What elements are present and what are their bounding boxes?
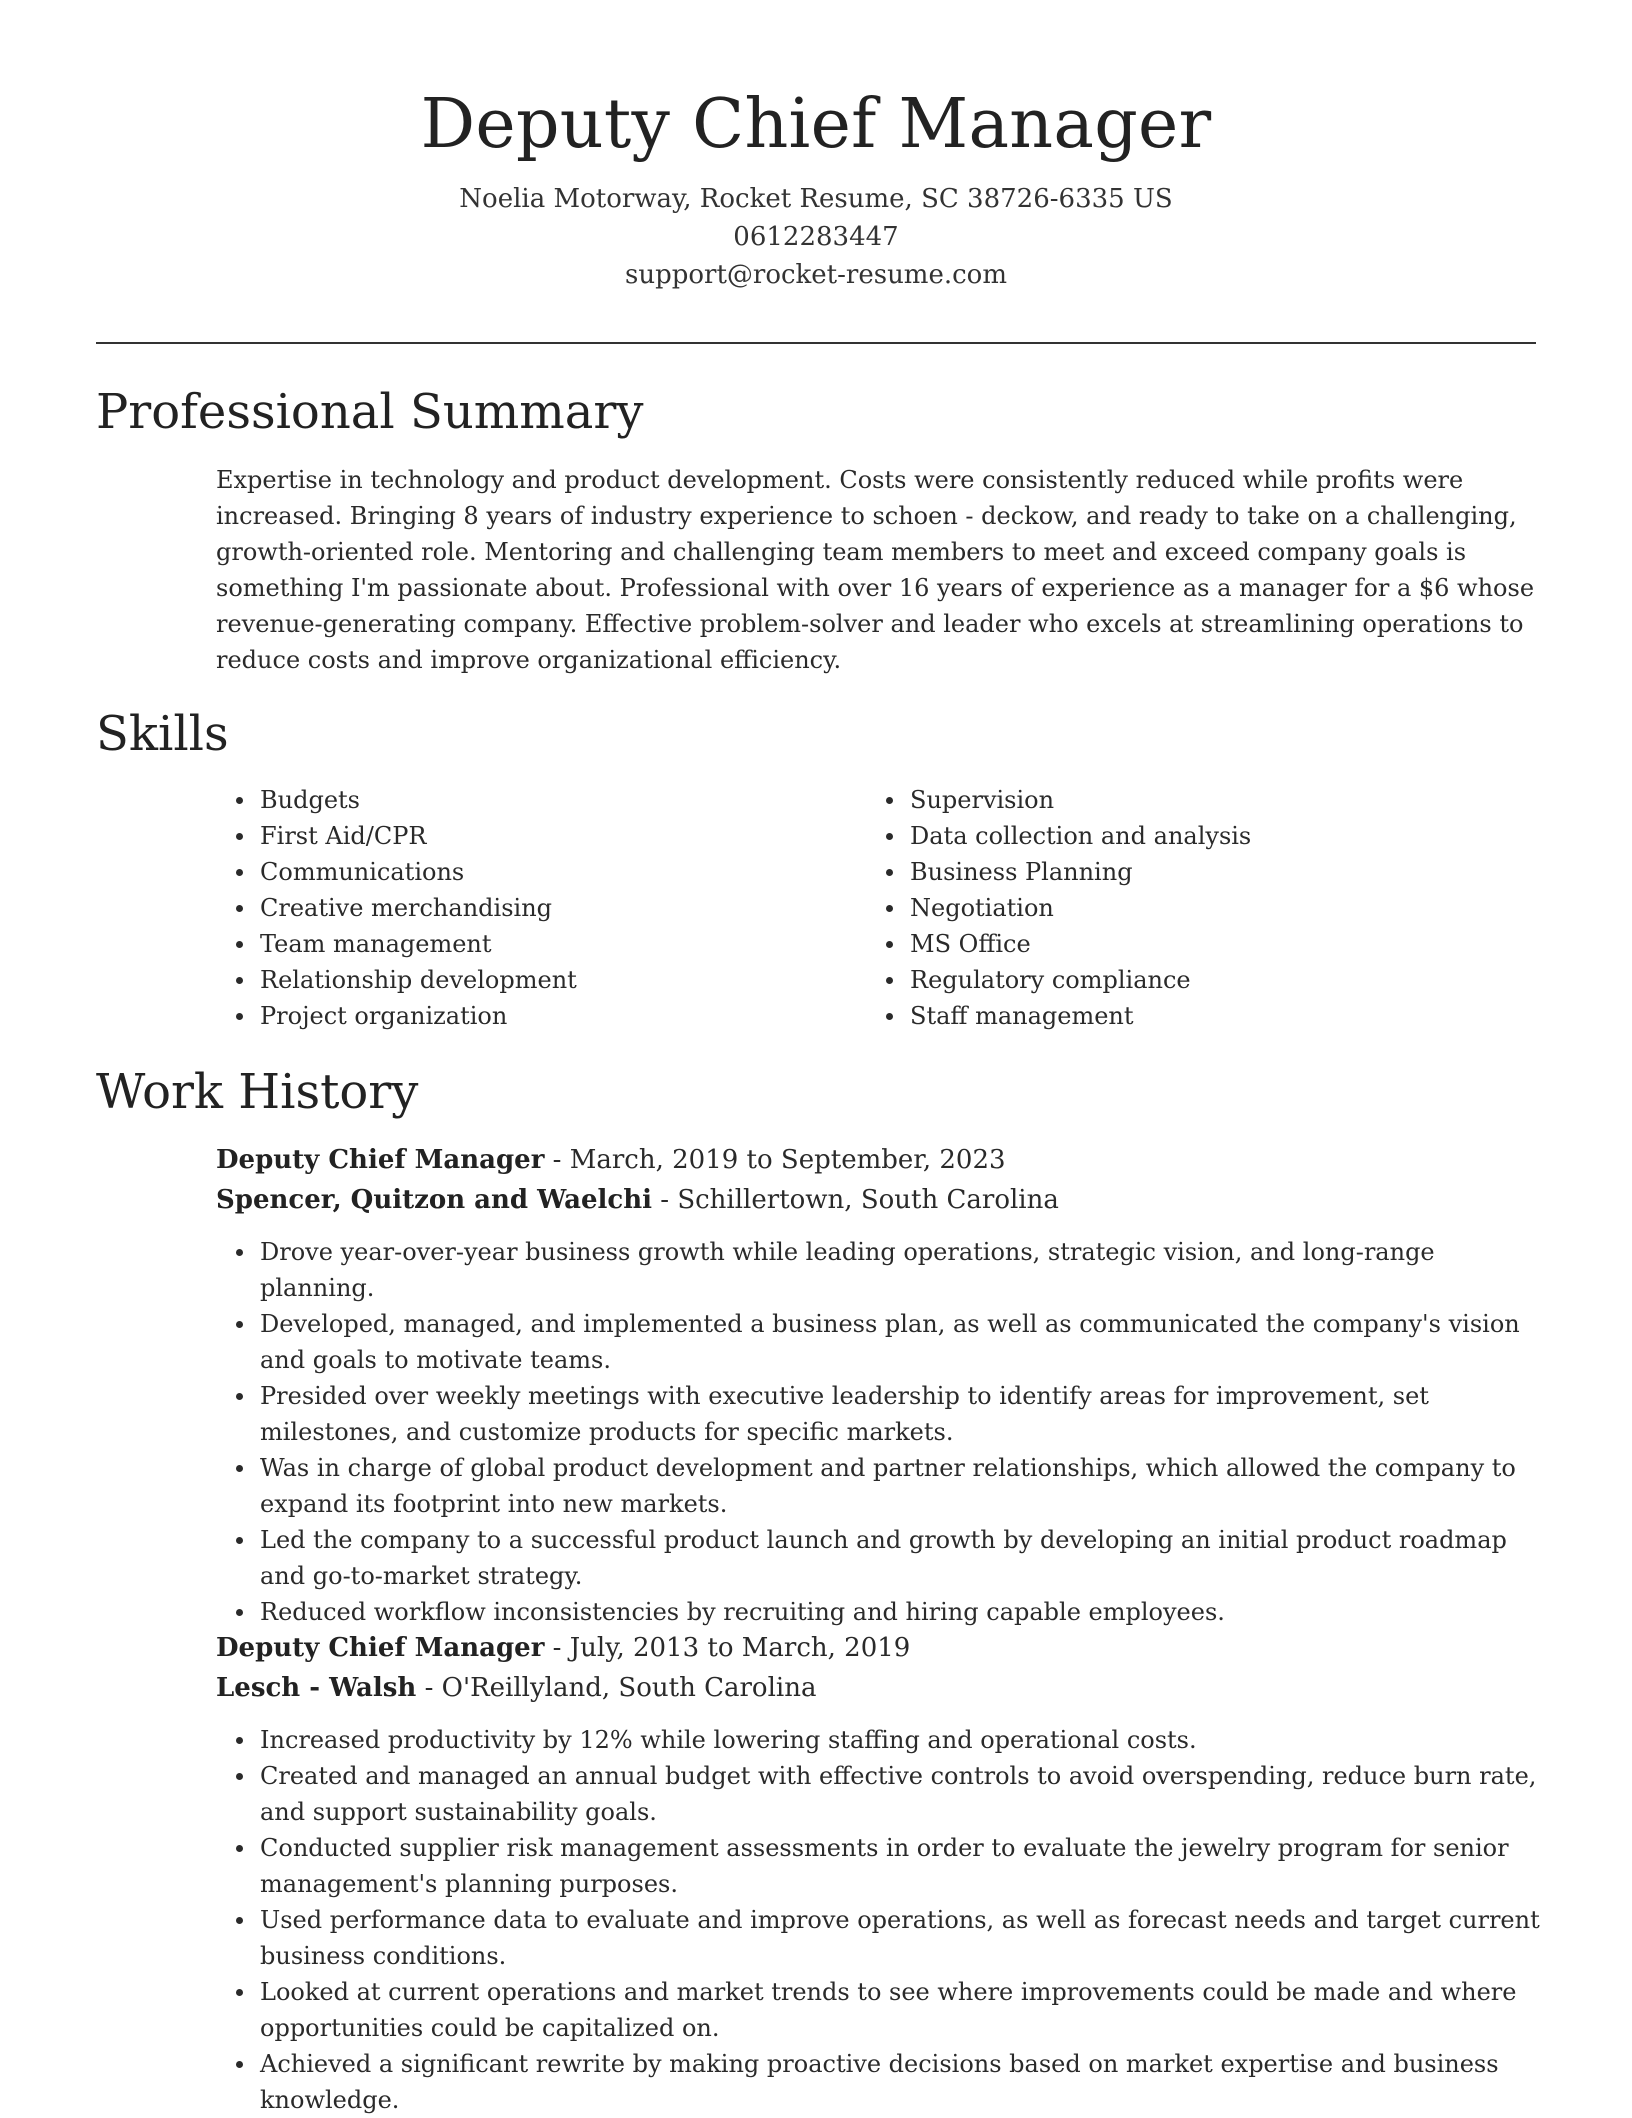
skill-item: Team management [216,926,816,962]
contact-info [0,180,1632,294]
job-dash: - [660,1185,678,1215]
job-duty-item: Presided over weekly meetings with executive leadership to identify areas for improvement, set milestones, and customize products for specific markets. [216,1378,1546,1450]
candidate-title: Deputy Chief Manager [420,85,1212,164]
skill-item: Data collection and analysis [866,818,1506,854]
job-company-line [216,1668,816,1708]
summary-text: Expertise in technology and product development. Costs were consistently reduced while profits were increased. Bringing 8 years of industry experience to schoen - deckow, and ready to take on a challenging, growth-oriented role. Mentoring and challenging team members to meet and exceed company goals is something I'm passionate about. Professional with over 16 years of experience as a manager for a $6 whose revenue-generating company. Effective problem-solver and leader who excels at streamlining operations to reduce costs and improve organizational efficiency. [216,466,1535,674]
skill-item: Communications [216,854,816,890]
job-location: Schillertown, South Carolina [677,1185,1059,1215]
job-company: Spencer, Quitzon and Waelchi [216,1185,652,1215]
work-history-heading: Work History [96,1064,419,1120]
contact-email: support@rocket-resume.com [624,260,1007,290]
skill-item: Negotiation [866,890,1506,926]
job-role: Deputy Chief Manager [216,1633,545,1663]
skill-item: Project organization [216,998,816,1034]
job-duty-item: Led the company to a successful product launch and growth by developing an initial product roadmap and go-to-market strategy. [216,1522,1546,1594]
job-duty-item: Used performance data to evaluate and improve operations, as well as forecast needs and target current business conditions. [216,1902,1546,1974]
job-duty-item: Created and managed an annual budget with effective controls to avoid overspending, reduce burn rate, and support sustainability goals. [216,1758,1546,1830]
skill-item: Business Planning [866,854,1506,890]
skill-item: MS Office [866,926,1506,962]
contact-phone: 0612283447 [733,222,899,252]
job-duties-list [216,1234,1546,1630]
job-title-line [216,1628,910,1668]
skill-item: Supervision [866,782,1506,818]
job-dash: - [424,1673,442,1703]
resume-header [0,80,1632,294]
job-duty-item: Conducted supplier risk management assessments in order to evaluate the jewelry program for senior management's planning purposes. [216,1830,1546,1902]
job-dash: - [552,1145,570,1175]
summary-heading: Professional Summary [96,384,644,440]
job-duty-item: Increased productivity by 12% while lowering staffing and operational costs. [216,1722,1546,1758]
job-duty-item: Achieved a significant rewrite by making proactive decisions based on market expertise and business knowledge. [216,2046,1546,2118]
skill-item: Staff management [866,998,1506,1034]
job-company: Lesch - Walsh [216,1673,417,1703]
job-dates: July, 2013 to March, 2019 [569,1633,911,1663]
header-divider [96,342,1536,344]
job-duty-item: Reduced workflow inconsistencies by recruiting and hiring capable employees. [216,1594,1546,1630]
skill-item: Creative merchandising [216,890,816,926]
job-duty-item: Looked at current operations and market trends to see where improvements could be made and where opportunities could be capitalized on. [216,1974,1546,2046]
job-title-line [216,1140,1006,1180]
skills-list-left [216,782,816,1034]
skills-heading: Skills [96,706,229,762]
skill-item: Budgets [216,782,816,818]
job-dates: March, 2019 to September, 2023 [569,1145,1006,1175]
job-role: Deputy Chief Manager [216,1145,545,1175]
skill-item: Regulatory compliance [866,962,1506,998]
job-duty-item: Was in charge of global product development and partner relationships, which allowed the company to expand its footprint into new markets. [216,1450,1546,1522]
job-location: O'Reillyland, South Carolina [441,1673,817,1703]
job-company-line [216,1180,1059,1220]
job-duty-item: Developed, managed, and implemented a business plan, as well as communicated the company's vision and goals to motivate teams. [216,1306,1546,1378]
skill-item: First Aid/CPR [216,818,816,854]
skill-item: Relationship development [216,962,816,998]
job-dash: - [552,1633,570,1663]
job-duty-item: Drove year-over-year business growth while leading operations, strategic vision, and long-range planning. [216,1234,1546,1306]
skills-list-right [866,782,1506,1034]
contact-address: Noelia Motorway, Rocket Resume, SC 38726-6335 US [459,184,1173,214]
job-duties-list [216,1722,1546,2118]
